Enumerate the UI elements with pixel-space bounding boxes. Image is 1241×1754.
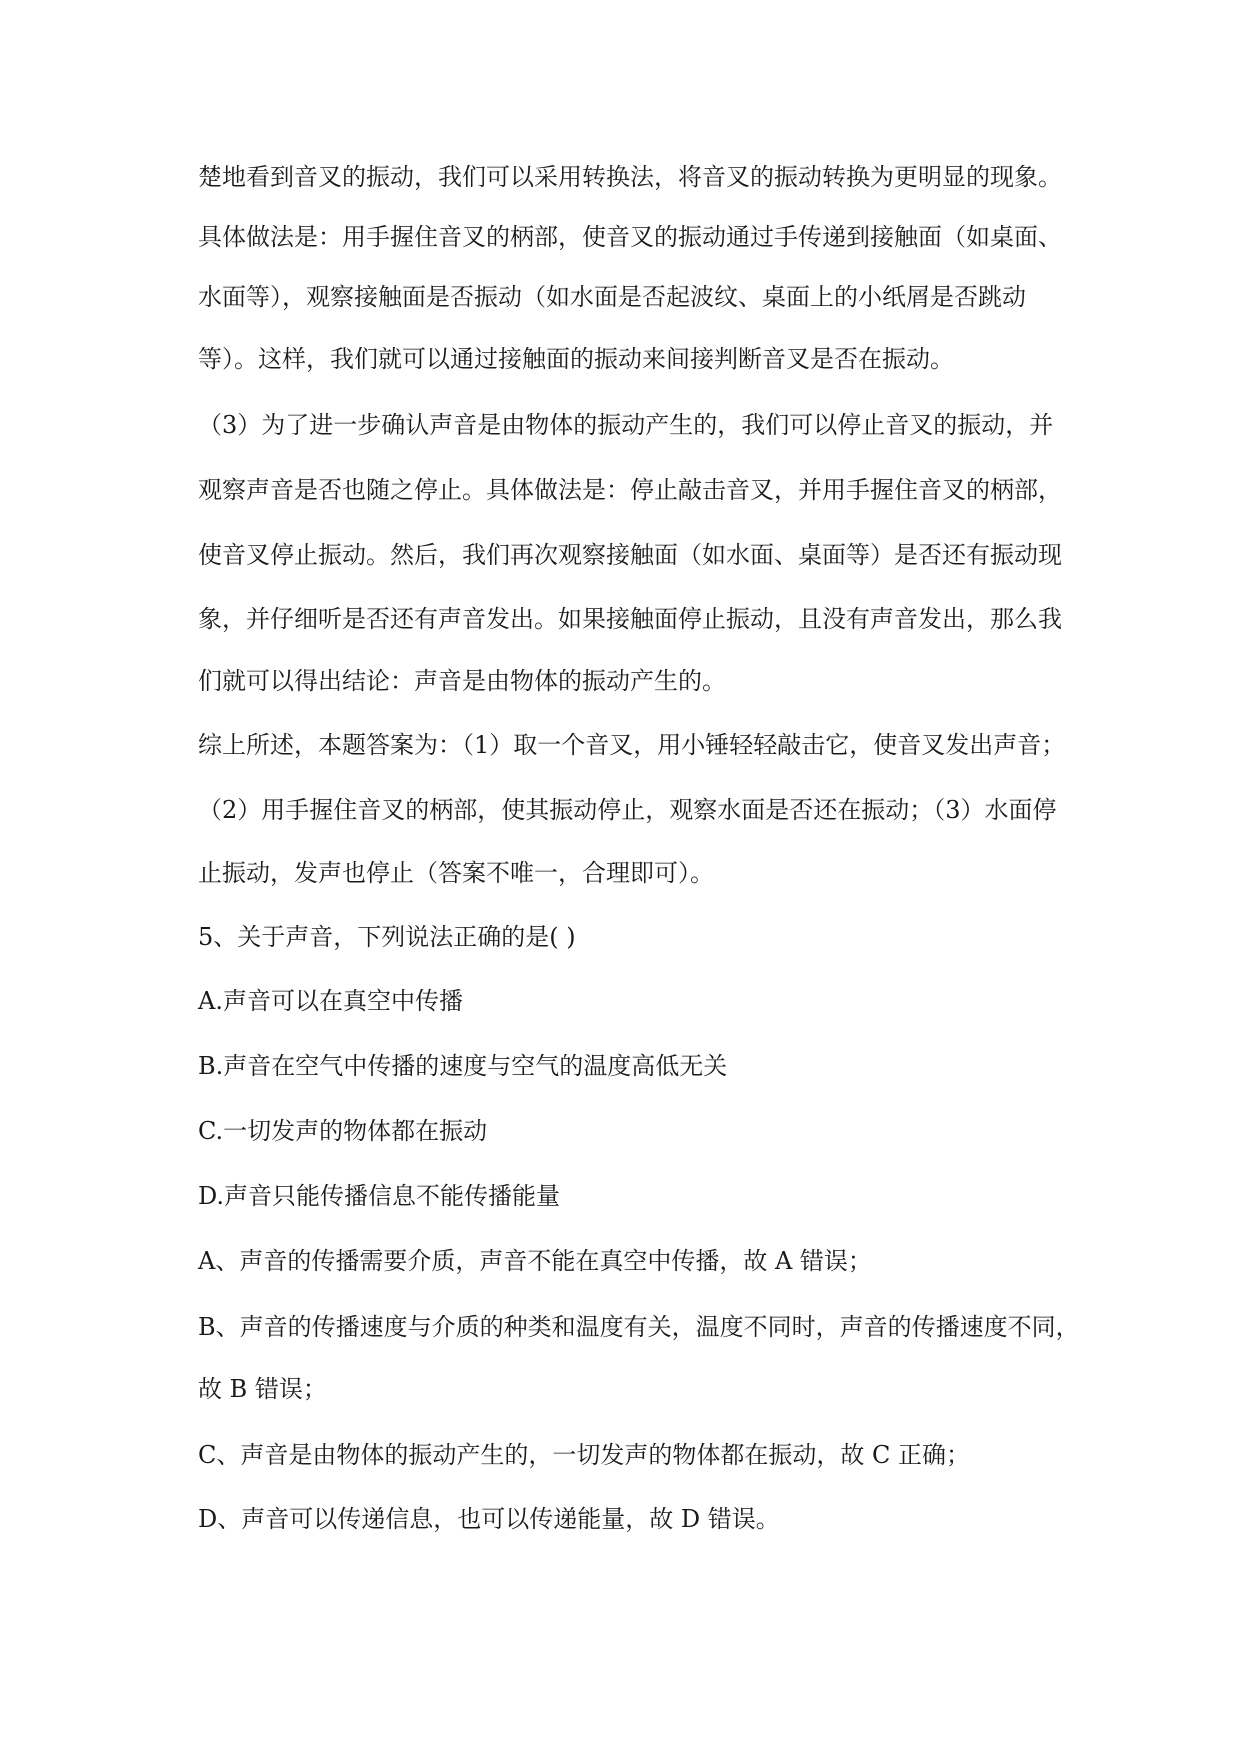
analysis-c: C、声音是由物体的振动产生的，一切发声的物体都在振动，故 C 正确；: [198, 1441, 970, 1469]
option-c: C.一切发声的物体都在振动: [198, 1117, 488, 1145]
analysis-b-continued: 故 B 错误；: [198, 1375, 327, 1403]
option-a: A.声音可以在真空中传播: [198, 987, 463, 1015]
analysis-b: B、声音的传播速度与介质的种类和温度有关，温度不同时，声音的传播速度不同，: [198, 1313, 1080, 1341]
text-line: 止振动，发声也停止（答案不唯一，合理即可）。: [198, 859, 714, 887]
text-line: 具体做法是：用手握住音叉的柄部，使音叉的振动通过手传递到接触面（如桌面、: [198, 223, 1062, 251]
text-line: 综上所述，本题答案为：（1）取一个音叉，用小锤轻轻敲击它，使音叉发出声音；: [198, 731, 1066, 759]
option-b: B.声音在空气中传播的速度与空气的温度高低无关: [198, 1052, 728, 1080]
text-line: 象，并仔细听是否还有声音发出。如果接触面停止振动，且没有声音发出，那么我: [198, 605, 1062, 633]
text-line: 楚地看到音叉的振动，我们可以采用转换法，将音叉的振动转换为更明显的现象。: [198, 163, 1062, 191]
text-line: （2）用手握住音叉的柄部，使其振动停止，观察水面是否还在振动；（3）水面停: [198, 796, 1057, 824]
text-line: 们就可以得出结论：声音是由物体的振动产生的。: [198, 667, 726, 695]
option-d: D.声音只能传播信息不能传播能量: [198, 1182, 561, 1210]
text-line: （3）为了进一步确认声音是由物体的振动产生的，我们可以停止音叉的振动，并: [198, 411, 1054, 439]
analysis-a: A、声音的传播需要介质，声音不能在真空中传播，故 A 错误；: [198, 1247, 872, 1275]
text-line: 水面等），观察接触面是否振动（如水面是否起波纹、桌面上的小纸屑是否跳动: [198, 283, 1026, 311]
text-line: 等）。这样，我们就可以通过接触面的振动来间接判断音叉是否在振动。: [198, 345, 954, 373]
text-line: 使音叉停止振动。然后，我们再次观察接触面（如水面、桌面等）是否还有振动现: [198, 541, 1062, 569]
question-stem: 5、关于声音，下列说法正确的是( ): [198, 923, 576, 951]
analysis-d: D、声音可以传递信息，也可以传递能量，故 D 错误。: [198, 1505, 780, 1533]
text-line: 观察声音是否也随之停止。具体做法是：停止敲击音叉，并用手握住音叉的柄部，: [198, 476, 1062, 504]
